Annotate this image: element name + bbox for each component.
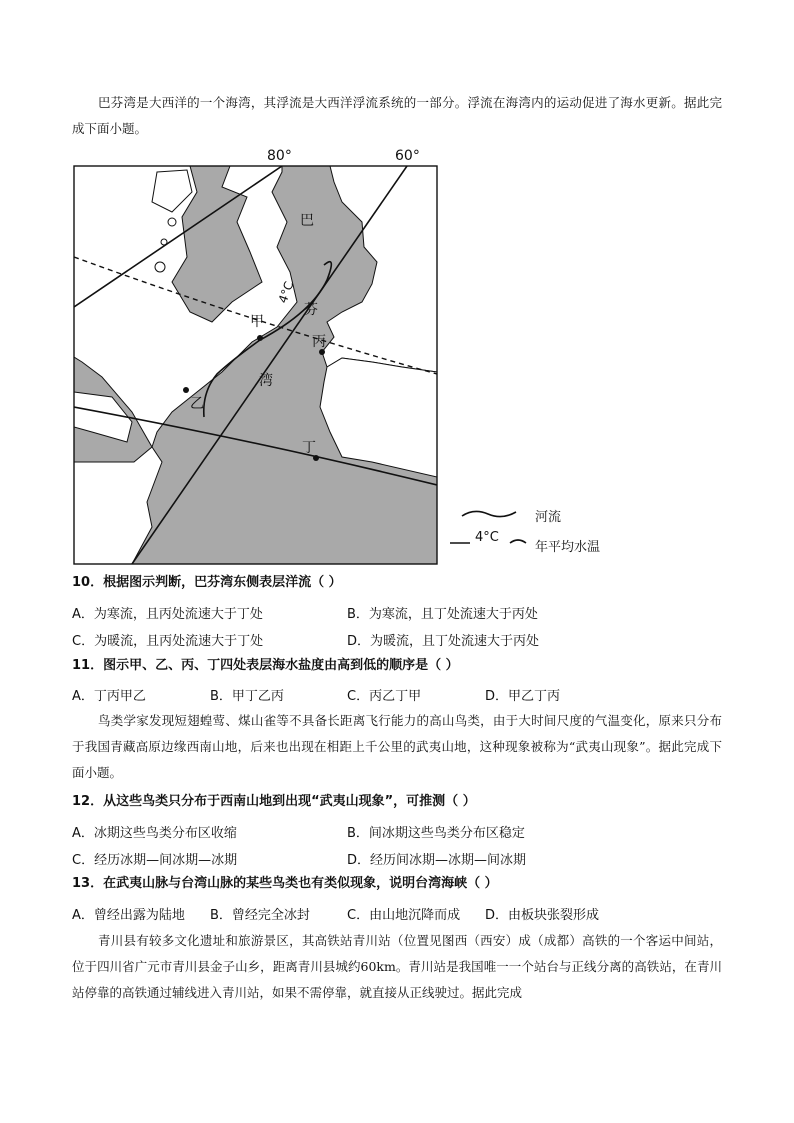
q13-option-c[interactable]: C．由山地沉降而成 (347, 908, 461, 923)
q13-option-b[interactable]: B．曾经完全冰封 (210, 908, 310, 923)
label-wan: 湾 (259, 373, 273, 389)
q11-option-b[interactable]: B．甲丁乙丙 (210, 689, 284, 704)
label-fen: 芬 (304, 302, 318, 318)
q10-option-c[interactable]: C．为暖流，且丙处流速大于丁处 (72, 634, 264, 649)
q13-stem: 13．在武夷山脉与台湾山脉的某些鸟类也有类似现象，说明台湾海峡（ ） (72, 876, 498, 891)
point-yi (183, 387, 189, 393)
intro-paragraph-3: 青川县有较多文化遗址和旅游景区，其高铁站青川站（位置见图西（西安）成（成都）高铁的一个客运中间站，位于四川省广元市青川县金子山乡，距离青川县城约60km。青川站是我国唯一一个站台与正线分离的高铁站，在青川站停靠的高铁通过辅线进入青川站，如果不需停靠，就直接从正线驶过。据此完成 (72, 933, 722, 1000)
label-ding: 丁 (302, 440, 316, 456)
q12-option-a[interactable]: A．冰期这些鸟类分布区收缩 (72, 826, 237, 841)
q13-option-a[interactable]: A．曾经出露为陆地 (72, 908, 185, 923)
label-bing: 丙 (312, 334, 326, 350)
intro-paragraph-1: 巴芬湾是大西洋的一个海湾，其浮流是大西洋浮流系统的一部分。浮流在海湾内的运动促进了海水更新。据此完成下面小题。 (72, 95, 722, 136)
isotherm-label: 4°C (275, 279, 297, 306)
q12-option-c[interactable]: C．经历冰期—间冰期—冰期 (72, 853, 238, 868)
label-yi: 乙 (190, 396, 204, 412)
q10-stem: 10．根据图示判断，巴芬湾东侧表层洋流（ ） (72, 575, 342, 590)
q10-option-d[interactable]: D．为暖流，且丁处流速大于丙处 (347, 634, 540, 649)
q11-stem: 11．图示甲、乙、丙、丁四处表层海水盐度由高到低的顺序是（ ） (72, 658, 459, 673)
legend-river-label: 河流 (535, 510, 562, 525)
q13-option-d[interactable]: D．由板块张裂形成 (485, 908, 600, 923)
q11-option-c[interactable]: C．丙乙丁甲 (347, 689, 422, 704)
intro-paragraph-2: 鸟类学家发现短翅蝗莺、煤山雀等不具备长距离飞行能力的高山鸟类，由于大时间尺度的气温变化，原来只分布于我国青藏高原边缘西南山地，后来也出现在相距上千公里的武夷山地，这种现象被称为“武夷山现象”。据此完成下面小题。 (72, 713, 722, 780)
q12-option-d[interactable]: D．经历间冰期—冰期—间冰期 (347, 853, 527, 868)
point-jia (257, 335, 263, 341)
legend-river-symbol (460, 506, 520, 522)
q10-option-a[interactable]: A．为寒流，且丙处流速大于丁处 (72, 607, 263, 622)
legend-isotherm-value: 4°C (475, 530, 499, 545)
q12-option-b[interactable]: B．间冰期这些鸟类分布区稳定 (347, 826, 525, 841)
q11-option-d[interactable]: D．甲乙丁丙 (485, 689, 561, 704)
q10-option-b[interactable]: B．为寒流，且丁处流速大于丙处 (347, 607, 538, 622)
lon-80-label: 80° (267, 148, 292, 164)
q12-stem: 12．从这些鸟类只分布于西南山地到出现“武夷山现象”，可推测（ ） (72, 794, 476, 809)
q11-option-a[interactable]: A．丁丙甲乙 (72, 689, 146, 704)
label-ba: 巴 (300, 213, 314, 229)
legend-isotherm-label: 年平均水温 (535, 540, 601, 555)
label-jia: 甲 (250, 314, 264, 330)
lon-60-label: 60° (395, 148, 420, 164)
